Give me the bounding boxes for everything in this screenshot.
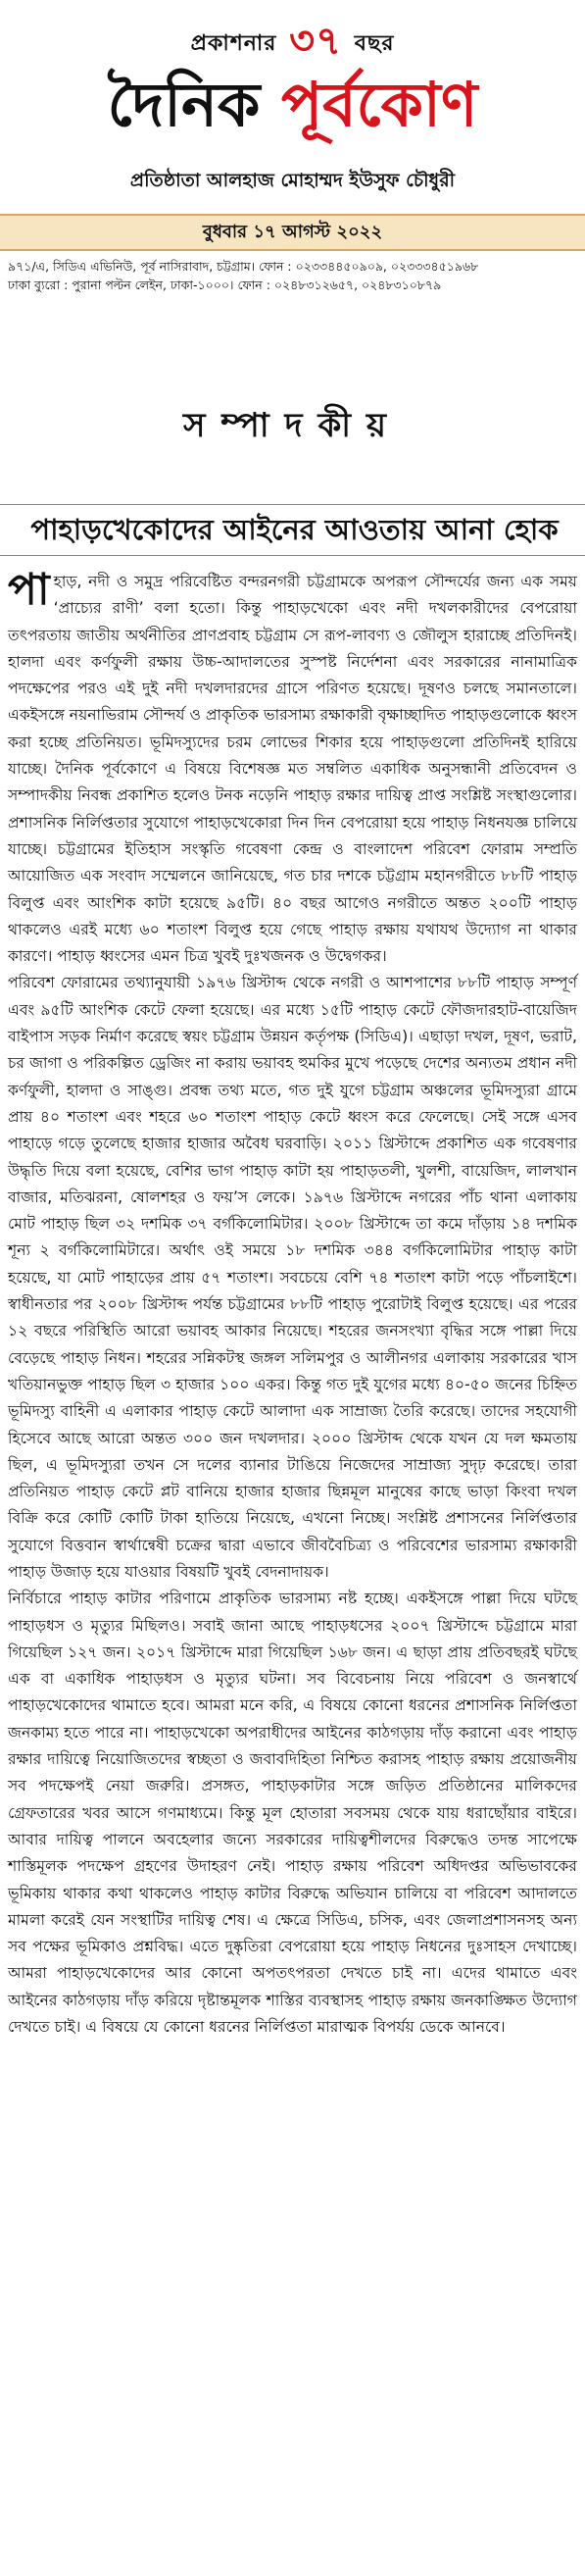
address-line-dhaka: ঢাকা ব্যুরো : পুরানা পল্টন লেইন, ঢাকা-১০০০। ফোন : ০২৪৮৩১২৬৫৭, ০২৪৮৩১০৮৭৯: [8, 278, 442, 292]
drop-cap: পা: [8, 565, 50, 615]
newspaper-logo: [0, 71, 585, 139]
article-paragraph-1: [8, 565, 577, 970]
editorial-body: [8, 565, 577, 2041]
section-title: সম্পাদকীয়: [182, 406, 403, 445]
headline-bottom-divider: [0, 555, 585, 556]
publication-anniversary-tagline: [0, 10, 585, 76]
headline-top-divider: [0, 504, 585, 505]
tagline-suffix: বছর: [354, 31, 395, 56]
tagline-prefix: প্রকাশনার: [190, 31, 277, 56]
logo-word-dainik: দৈনিক: [107, 69, 261, 140]
article-paragraph-3: নির্বিচারে পাহাড় কাটার পরিণামে প্রাকৃতিক ভারসাম্য নষ্ট হচ্ছে। একইসঙ্গে পাল্লা দিয়ে ঘটছে পাহাড়ধস ও মৃত্যুর মিছিলও। সবাই জানা আছে পাহাড়ধসের ২০০৭ খ্রিস্টাব্দে চট্টগ্রামে মারা গিয়েছিল ১২৭ জন। ২০১৭ খ্রিস্টাব্দে মারা গিয়েছিল ১৬৮ জন। এ ছাড়া প্রায় প্রতিবছরই ঘটছে এক বা একাধিক পাহাড়ধস ও মৃত্যুর ঘটনা। সব বিবেচনায় নিয়ে পরিবেশ ও জনস্বার্থে পাহাড়খেকোদের থামাতে হবে। আমরা মনে করি, এ বিষয়ে কোনো ধরনের প্রশাসনিক নির্লিপ্ততা জনকাম্য হতে পারে না। পাহাড়খেকো অপরাধীদের আইনের কাঠগড়ায় দাঁড় করানো এবং পাহাড় রক্ষার দায়িত্বে নিয়োজিতদের স্বচ্ছতা ও জবাবদিহিতা নিশ্চিত করাসহ পাহাড় রক্ষায় প্রয়োজনীয় সব পদক্ষেপই নেয়া জরুরি। প্রসঙ্গত, পাহাড়কাটার সঙ্গে জড়িত প্রতিষ্ঠানের মালিকদের গ্রেফতারের খবর আসে গণমাধ্যমে। কিন্তু মূল হোতারা সবসময় থেকে যায় ধরাছোঁয়ার বাইরে। আবার দায়িত্ব পালনে অবহেলার জন্যে সরকারের দায়িত্বশীলদের বিরুদ্ধেও তদন্ত সাপেক্ষে শাস্তিমূলক পদক্ষেপ গ্রহণের উদাহরণ নেই। পাহাড় রক্ষায় পরিবেশ অধিদপ্তর অভিভাবকের ভূমিকায় থাকার কথা থাকলেও পাহাড় কাটার বিরুদ্ধে অভিযান চালিয়ে বা পরিবেশ আদালতে মামলা করেই যেন সংস্থাটির দায়িত্ব শেষ। এ ক্ষেত্রে সিডিএ, চসিক, এবং জেলাপ্রশাসনসহ অন্য সব পক্ষের ভূমিকাও প্রশ্নবিদ্ধ। এতে দুষ্কৃতিরা বেপরোয়া হয়ে পাহাড় নিধনের দুঃসাহস দেখাচ্ছে। আমরা পাহাড়খেকোদের আর কোনো অপতৎপরতা দেখতে চাই না। এদের থামাতে এবং আইনের কাঠগড়ায় দাঁড় করিয়ে দৃষ্টান্তমূলক শাস্তির ব্যবস্থাসহ পাহাড় রক্ষায় জনকাঙ্ক্ষিত উদ্যোগ দেখতে চাই। এ বিষয়ে যে কোনো ধরনের নির্লিপ্ততা মারাত্মক বিপর্যয় ডেকে আনবে।: [8, 1590, 577, 2037]
date-band: বুধবার ১৭ আগস্ট ২০২২: [0, 214, 585, 251]
article-paragraph-2: পরিবেশ ফোরামের তথ্যানুযায়ী ১৯৭৬ খ্রিস্টাব্দ থেকে নগরী ও আশপাশের ৮৮টি পাহাড় সম্পূর্ণ এবং ৯৫টি আংশিক কেটে ফেলা হয়েছে। এর মধ্যে ১৫টি পাহাড় কেটে ফৌজদারহাট-বায়েজিদ বাইপাস সড়ক নির্মাণ করেছে স্বয়ং চট্টগ্রাম উন্নয়ন কর্তৃপক্ষ (সিডিএ)। এছাড়া দখল, দূষণ, ভরাট, চর জাগা ও পরিকল্পিত ড্রেজিং না করায় ভয়াবহ হুমকির মুখে পড়েছে দেশের অন্যতম প্রধান নদী কর্ণফুলী, হালদা ও সাঙ্গু। প্রবন্ধ তথ্য মতে, গত দুই যুগে চট্টগ্রাম অঞ্চলের ভূমিদস্যুরা গ্রামে প্রায় ৪০ শতাংশ এবং শহরে ৬০ শতাংশ পাহাড় কেটে ধ্বংস করে ফেলেছে। সেই সঙ্গে এসব পাহাড়ে গড়ে তুলেছে হাজার হাজার অবৈধ ঘরবাড়ি। ২০১১ খ্রিস্টাব্দে প্রকাশিত এক গবেষণার উদ্ধৃতি দিয়ে বলা হয়েছে, বেশির ভাগ পাহাড় কাটা হয় পাহাড়তলী, খুলশী, বায়েজিদ, লালখান বাজার, মতিঝরনা, ষোলশহর ও ফয়’স লেকে। ১৯৭৬ খ্রিস্টাব্দে নগরের পাঁচ থানা এলাকায় মোট পাহাড় ছিল ৩২ দশমিক ৩৭ বর্গকিলোমিটার। ২০০৮ খ্রিস্টাব্দে তা কমে দাঁড়ায় ১৪ দশমিক শূন্য ২ বর্গকিলোমিটারে। অর্থাৎ ওই সময়ে ১৮ দশমিক ৩৪৪ বর্গকিলোমিটার পাহাড় কাটা হয়েছে, যা মোট পাহাড়ের প্রায় ৫৭ শতাংশ। সবচেয়ে বেশি ৭৪ শতাংশ কাটা পড়ে পাঁচলাইশে। স্বাধীনতার পর ২০০৮ খ্রিস্টাব্দ পর্যন্ত চট্টগ্রামের ৮৮টি পাহাড় পুরোটাই বিলুপ্ত হয়েছে। এর পরের ১২ বছরে পরিস্থিতি আরো ভয়াবহ আকার নিয়েছে। শহরের জনসংখ্যা বৃদ্ধির সঙ্গে পাল্লা দিয়ে বেড়েছে পাহাড় নিধন। শহরের সন্নিকটস্থ জঙ্গল সলিমপুর ও আলীনগর এলাকায় সরকারের খাস খতিয়ানভুক্ত পাহাড় ছিল ৩ হাজার ১০০ একর। কিন্তু গত দুই যুগের মধ্যে ৪০-৫০ জনের চিহ্নিত ভূমিদস্যু বাহিনী এ এলাকার পাহাড় কেটে আলাদা এক সাম্রাজ্য তৈরি করেছে। তাদের সহযোগী হিসেবে আছে আরো অন্তত ৩০০ জন দখলদার। ২০০০ খ্রিস্টাব্দ থেকে যখন যে দল ক্ষমতায় ছিল, এ ভূমিদস্যুরা তখন সে দলের ব্যানার টাঙিয়ে নিজেদের সাম্রাজ্য সুদৃঢ় করেছে। তারা প্রতিনিয়ত পাহাড় কেটে প্লট বানিয়ে হাজার হাজার ছিন্নমূল মানুষের কাছে ভাড়া কিংবা দখল বিক্রি করে কোটি কোটি টাকা হাতিয়ে নিয়েছে, এখনো নিচ্ছে। সংশ্লিষ্ট প্রশাসনের নির্লিপ্ততার সুযোগে বিত্তবান স্বার্থান্বেষী চক্রের দ্বারা এভাবে জীববৈচিত্র্য ও পরিবেশের ভারসাম্য রক্ষাকারী পাহাড় উজাড় হয়ে যাওয়ার বিষয়টি খুবই বেদনাদায়ক।: [8, 974, 577, 1581]
address-line-chittagong: ৯৭১/এ, সিডিএ এভিনিউ, পূর্ব নাসিরাবাদ, চট্টগ্রাম। ফোন : ০২৩৩৪৪৫০৯০৯, ০২৩৩৩৪৫১৯৬৮: [8, 259, 479, 274]
founder-line: প্রতিষ্ঠাতা আলহাজ মোহাম্মদ ইউসুফ চৌধুরী: [129, 170, 456, 191]
masthead: [0, 0, 585, 201]
logo-word-purbokone: পূর্বকোণ: [281, 69, 478, 140]
editorial-headline: পাহাড়খেকোদের আইনের আওতায় আনা হোক: [30, 513, 559, 546]
tagline-years: ৩৭: [289, 19, 343, 64]
paragraph-1-text: হাড়, নদী ও সমুদ্র পরিবেষ্টিত বন্দরনগরী চট্টগ্রামকে অপরূপ সৌন্দর্যের জন্য এক সময় ‘প্রাচ্যের রাণী’ বলা হতো। কিন্তু পাহাড়খেকো এবং নদী দখলকারীদের বেপরোয়া তৎপরতায় জাতীয় অর্থনীতির প্রাণপ্রবাহ চট্টগ্রাম সে রূপ-লাবণ্য ও জৌলুস হারাচ্ছে প্রতিদিনই। হালদা এবং কর্ণফুলী রক্ষায় উচ্চ-আদালতের সুস্পষ্ট নির্দেশনা এবং সরকারের নানামাত্রিক পদক্ষেপের পরও এই দুই নদী দখলদারদের গ্রাসে পরিণত হয়েছে। দূষণও চলছে সমানতালে। একইসঙ্গে নয়নাভিরাম সৌন্দর্য ও প্রাকৃতিক ভারসাম্য রক্ষাকারী বৃক্ষাচ্ছাদিত পাহাড়গুলোকে ধ্বংস করা হচ্ছে প্রতিনিয়ত। ভূমিদস্যুদের চরম লোভের শিকার হয়ে পাহাড়গুলো প্রতিদিনই হারিয়ে যাচ্ছে। দৈনিক পূর্বকোণে এ বিষয়ে বিশেষজ্ঞ মত সম্বলিত একাধিক অনুসন্ধানী প্রতিবেদন ও সম্পাদকীয় নিবন্ধ প্রকাশিত হলেও টনক নড়েনি পাহাড় রক্ষার দায়িত্ব প্রাপ্ত সংশ্লিষ্ট সংস্থাগুলোর। প্রশাসনিক নির্লিপ্ততার সুযোগে পাহাড়খেকোরা দিন দিন বেপরোয়া হয়ে পাহাড় নিধনযজ্ঞ চালিয়ে যাচ্ছে। চট্টগ্রামের ইতিহাস সংস্কৃতি গবেষণা কেন্দ্র ও বাংলাদেশ পরিবেশ ফোরাম সম্প্রতি আয়োজিত এক সংবাদ সম্মেলনে জানিয়েছে, গত চার দশকে চট্টগ্রাম মহানগরীতে ৮৮টি পাহাড় বিলুপ্ত এবং আংশিক কাটা হয়েছে ৯৫টি। ৪০ বছর আগেও নগরীতে অন্তত ২০০টি পাহাড় থাকলেও এরই মধ্যে ৬০ শতাংশ বিলুপ্ত হয়ে গেছে পাহাড় রক্ষায় যথাযথ উদ্যোগ না থাকার কারণে। পাহাড় ধ্বংসের এমন চিত্র খুবই দুঃখজনক ও উদ্বেগকর।: [8, 573, 577, 966]
contact-info: [8, 257, 581, 294]
